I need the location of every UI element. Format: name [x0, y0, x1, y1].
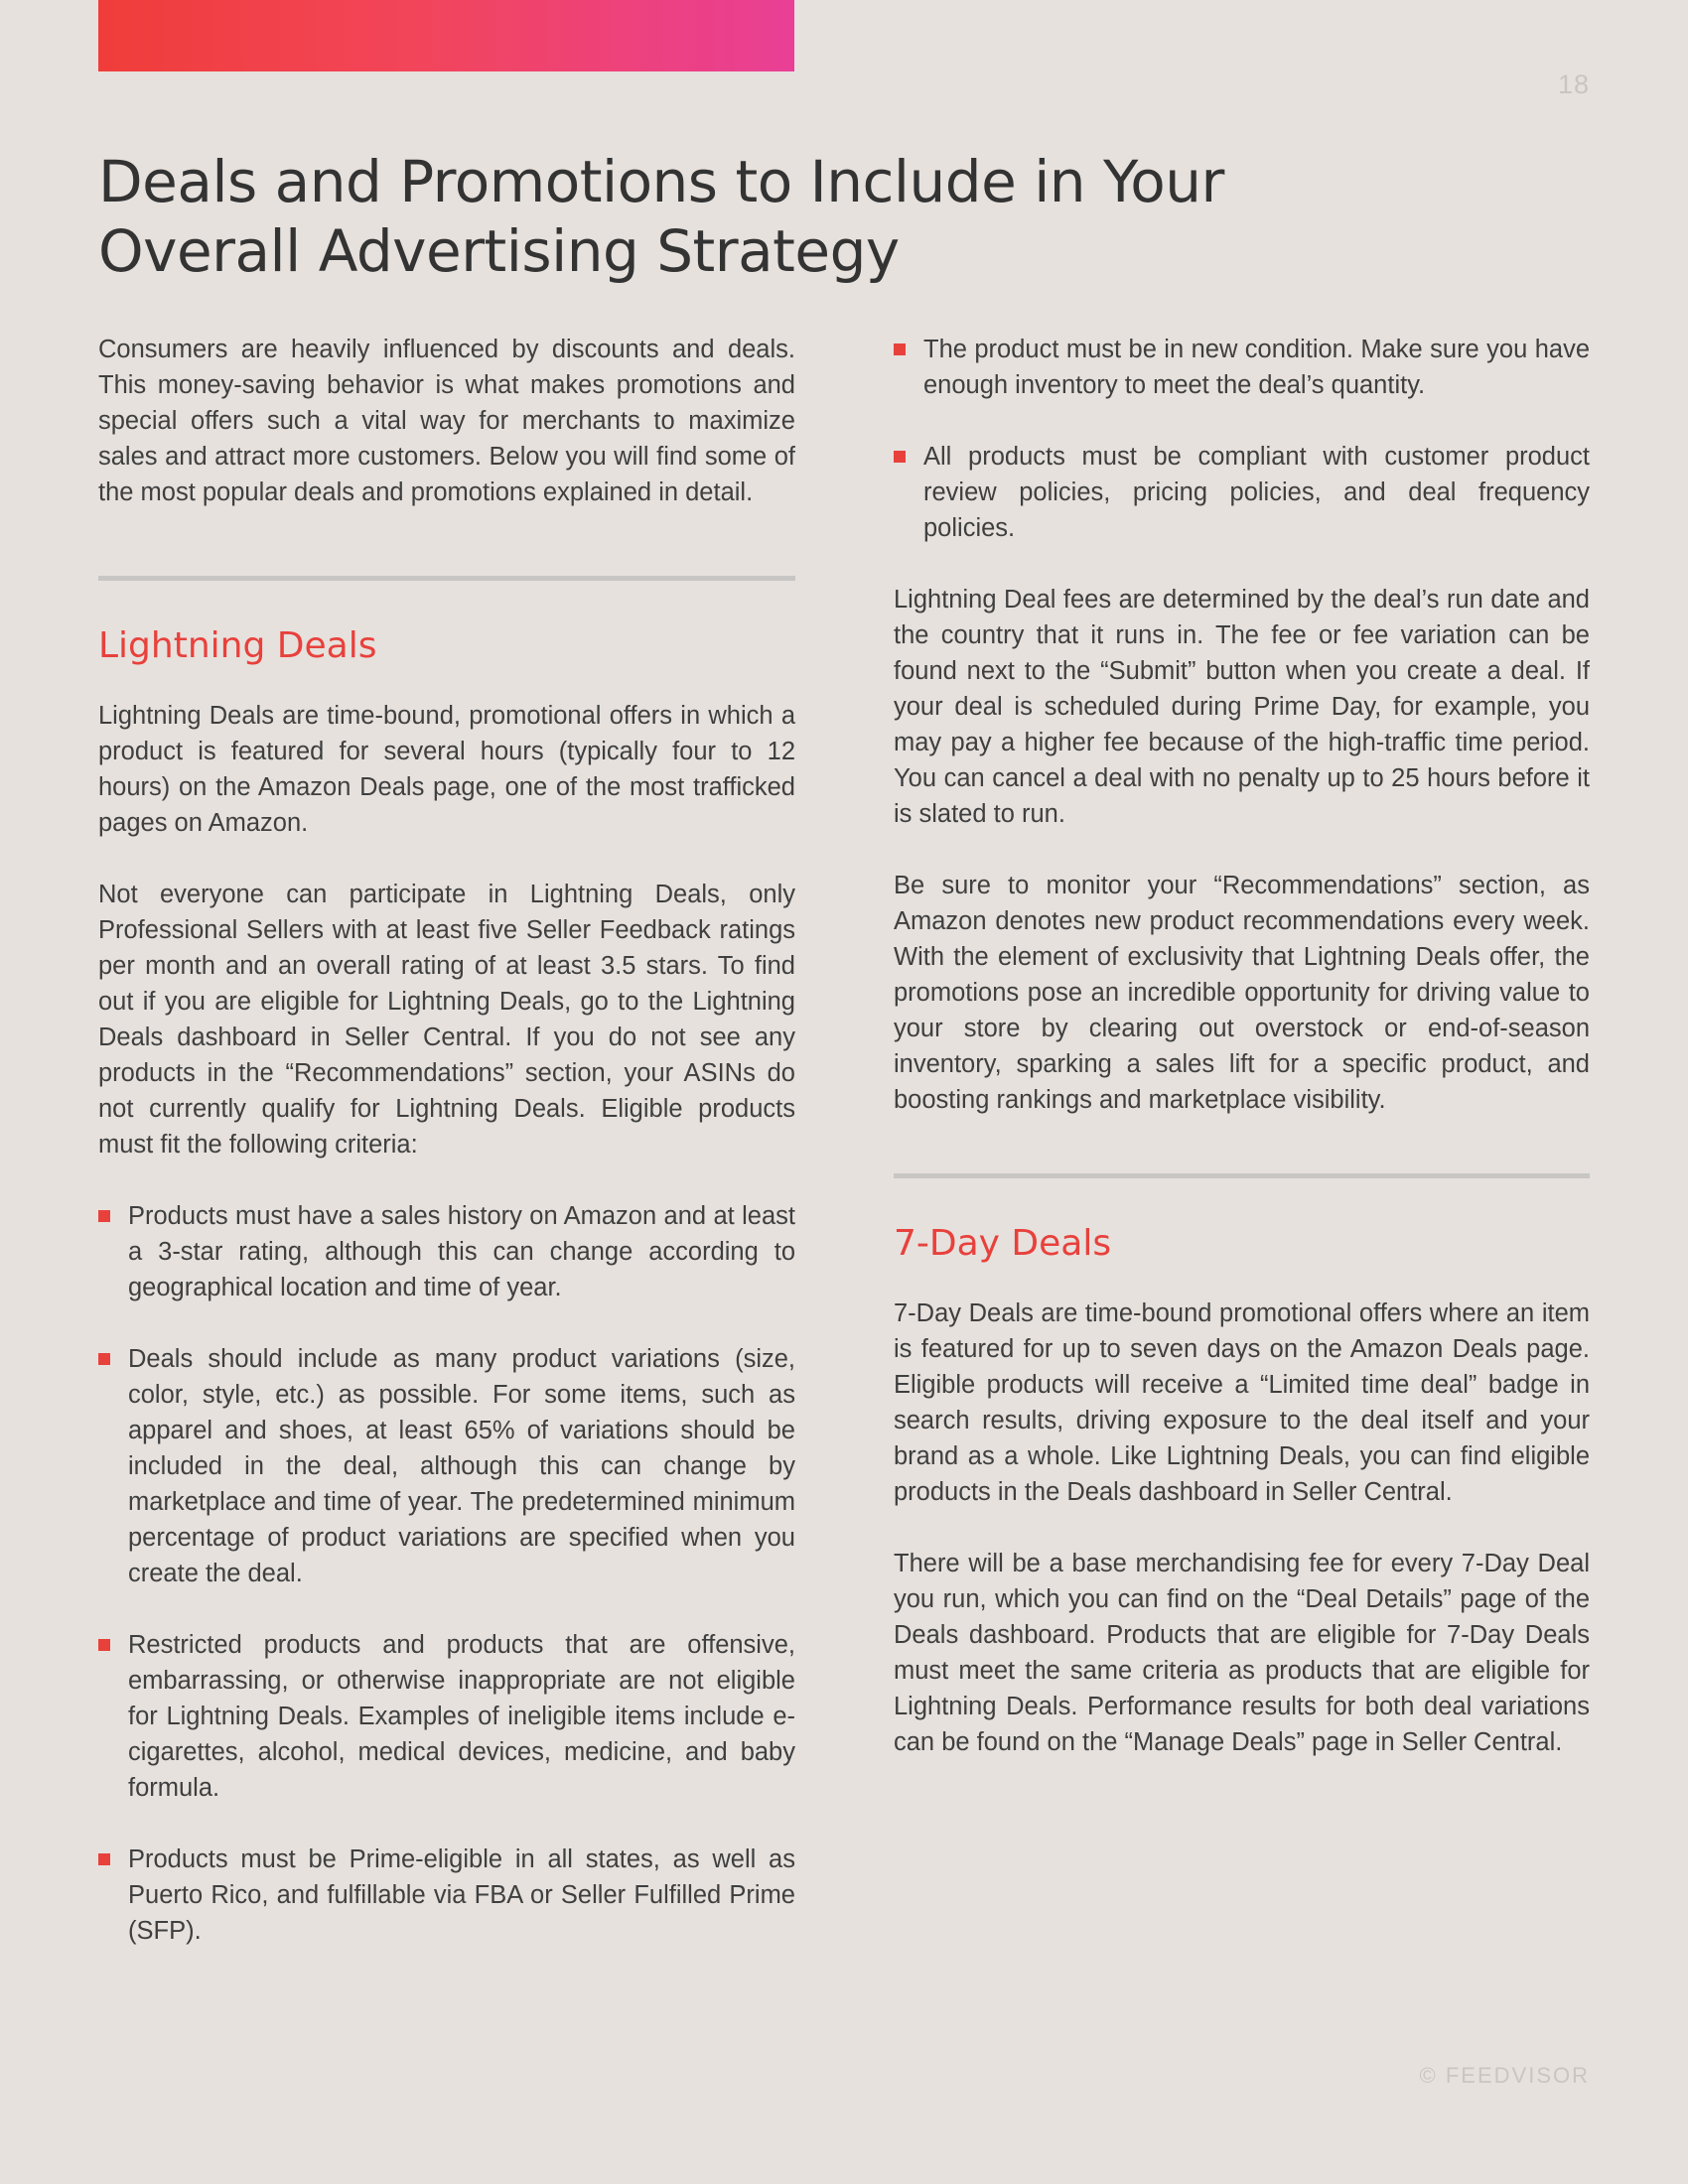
list-item [98, 1198, 795, 1305]
right-column [894, 332, 1590, 1796]
list-item-text: Products must have a sales history on Amazon and at least a 3-star rating, although this can change according to geographical location and time of year. [128, 1202, 795, 1301]
list-item [894, 439, 1590, 546]
criteria-list [98, 1198, 795, 1949]
footer-copyright: © FEEDVISOR [1419, 2063, 1590, 2088]
list-item [894, 332, 1590, 403]
section-divider [894, 1173, 1590, 1178]
list-item-text: All products must be compliant with customer product review policies, pricing policies, and deal frequency policies. [923, 443, 1590, 542]
recommendations-paragraph: Be sure to monitor your “Recommendations” section, as Amazon denotes new product recommendations every week. With the element of exclusivity that Lightning Deals offer, the promotions pose an incredible opportunity for driving value to your store by clearing out overstock or end-of-season inventory, sparking a sales lift for a specific product, and boosting rankings and marketplace visibility. [894, 872, 1590, 1114]
square-bullet-icon [894, 451, 906, 463]
header-gradient-bar [98, 0, 794, 71]
criteria-list-continued [894, 332, 1590, 546]
seven-day-deals-heading: 7-Day Deals [894, 1223, 1112, 1264]
square-bullet-icon [98, 1353, 110, 1365]
seven-day-deals-paragraph: 7-Day Deals are time-bound promotional offers where an item is featured for up to seven days on the Amazon Deals page. Eligible products will receive a “Limited time deal” badge in search results, driving exposure to the deal itself and your brand as a whole. Like Lightning Deals, you can find eligible products in the Deals dashboard in Seller Central. [894, 1299, 1590, 1506]
page-title [98, 147, 1389, 286]
page-title-text: Deals and Promotions to Include in Your Overall Advertising Strategy [98, 148, 1224, 285]
merchandising-fee-paragraph: There will be a base merchandising fee for every 7-Day Deal you run, which you can find on the “Deal Details” page of the Deals dashboard. Products that are eligible for 7-Day Deals must meet the same criteria as products that are eligible for Lightning Deals. Performance results for both deal variations can be found on the “Manage Deals” page in Seller Central. [894, 1550, 1590, 1756]
lightning-deals-paragraph: Lightning Deals are time-bound, promotional offers in which a product is featured for several hours (typically four to 12 hours) on the Amazon Deals page, one of the most trafficked pages on Amazon. [98, 702, 795, 837]
section-divider [98, 576, 795, 581]
square-bullet-icon [98, 1210, 110, 1222]
square-bullet-icon [894, 343, 906, 355]
list-item [98, 1341, 795, 1591]
list-item [98, 1842, 795, 1949]
square-bullet-icon [98, 1853, 110, 1865]
lightning-deals-heading: Lightning Deals [98, 625, 377, 666]
eligibility-paragraph: Not everyone can participate in Lightning Deals, only Professional Sellers with at least five Seller Feedback ratings per month and an overall rating of at least 3.5 stars. To find out if you are eligible for Lightning Deals, go to the Lightning Deals dashboard in Seller Central. If you do not see any products in the “Recommendations” section, your ASINs do not currently qualify for Lightning Deals. Eligible products must fit the following criteria: [98, 881, 795, 1159]
fees-paragraph: Lightning Deal fees are determined by the deal’s run date and the country that it runs in. The fee or fee variation can be found next to the “Submit” button when you create a deal. If your deal is scheduled during Prime Day, for example, you may pay a higher fee because of the high-traffic time period. You can cancel a deal with no penalty up to 25 hours before it is slated to run. [894, 586, 1590, 828]
list-item-text: Restricted products and products that are offensive, embarrassing, or otherwise inappropriate are not eligible for Lightning Deals. Examples of ineligible items include e-cigarettes, alcohol, medical devices, medicine, and baby formula. [128, 1631, 795, 1802]
list-item-text: Deals should include as many product variations (size, color, style, etc.) as possible. For some items, such as apparel and shoes, at least 65% of variations should be included in the deal, although this can change by marketplace and time of year. The predetermined minimum percentage of product variations are specified when you create the deal. [128, 1345, 795, 1587]
intro-paragraph: Consumers are heavily influenced by discounts and deals. This money-saving behavior is what makes promotions and special offers such a vital way for merchants to maximize sales and attract more customers. Below you will find some of the most popular deals and promotions explained in detail. [98, 336, 795, 506]
left-column [98, 332, 795, 1984]
square-bullet-icon [98, 1639, 110, 1651]
page-number: 18 [1557, 69, 1590, 99]
list-item-text: The product must be in new condition. Make sure you have enough inventory to meet the deal’s quantity. [923, 336, 1590, 399]
list-item-text: Products must be Prime-eligible in all states, as well as Puerto Rico, and fulfillable via FBA or Seller Fulfilled Prime (SFP). [128, 1845, 795, 1945]
list-item [98, 1627, 795, 1806]
